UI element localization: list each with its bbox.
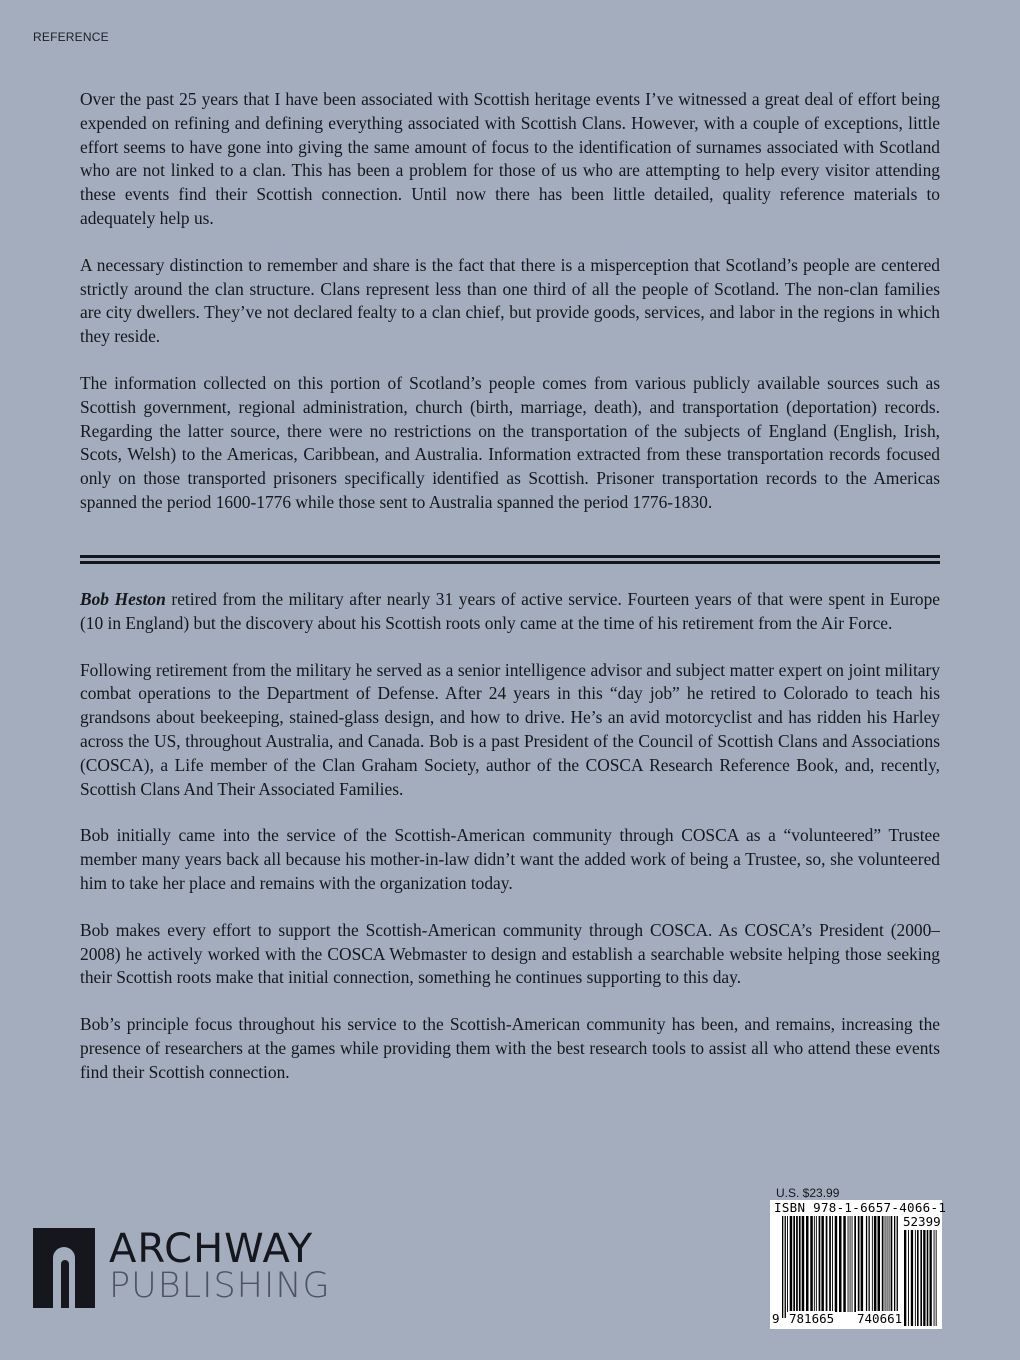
barcode-bar <box>874 1216 877 1312</box>
barcode-bar <box>882 1216 884 1312</box>
barcode-bar <box>848 1216 849 1312</box>
barcode-bar <box>869 1216 870 1318</box>
barcode-bar <box>897 1216 898 1318</box>
bio-intro-text: retired from the military after nearly 31 years of active service. Fourteen years of that were spent in Europe (10 in England) but the discovery about his Scottish roots only came at the time of his retirement from the Air Force. <box>80 589 940 633</box>
barcode-first-digit: 9 <box>772 1311 780 1326</box>
archway-arch-icon <box>33 1228 97 1308</box>
barcode-bar <box>790 1216 793 1312</box>
barcode-bar <box>878 1216 881 1312</box>
book-synopsis <box>80 88 940 515</box>
price-label: U.S. $23.99 <box>776 1186 840 1200</box>
barcode-bar <box>904 1230 906 1326</box>
bio-paragraph: Bob makes every effort to support the Scottish-American community through COSCA. As COSCA’s President (2000–2008) he actively worked with the COSCA Webmaster to design and establish a searchable website helping those seeking their Scottish roots make that initial connection, something he continues supporting to this day. <box>80 919 940 988</box>
barcode-bar <box>816 1216 817 1312</box>
bio-paragraph: Bob initially came into the service of the Scottish-American community through COSCA as a “volunteered” Trustee member many years back all because his mother-in-law didn’t want the added work of being a Trustee, so, she volunteered him to take her place and remains with the organization today. <box>80 825 940 893</box>
barcode-bar <box>858 1216 860 1312</box>
barcode-bar <box>785 1216 786 1318</box>
isbn-barcode <box>770 1200 947 1329</box>
barcode-bar <box>793 1216 795 1312</box>
publisher-logo <box>33 1228 353 1308</box>
isbn-text: ISBN 978-1-6657-4066-1 <box>774 1200 947 1215</box>
author-bio <box>80 588 940 1085</box>
barcode-bar <box>835 1216 838 1312</box>
barcode-bar <box>810 1216 813 1312</box>
barcode-bar <box>799 1216 801 1312</box>
category-label: REFERENCE <box>33 30 109 44</box>
publisher-name: ARCHWAY <box>109 1226 314 1272</box>
barcode-bar <box>832 1216 833 1312</box>
barcode-bar <box>826 1216 828 1312</box>
barcode-bar <box>908 1230 909 1326</box>
bio-paragraph <box>80 588 940 636</box>
barcode-bar <box>819 1216 821 1312</box>
barcode-bar <box>782 1216 783 1318</box>
barcode-bar <box>843 1216 846 1312</box>
barcode-bar <box>861 1216 864 1312</box>
author-name: Bob Heston <box>80 589 166 609</box>
barcode-bar <box>866 1216 867 1318</box>
barcode-bar <box>806 1216 809 1312</box>
barcode-bar <box>927 1230 929 1326</box>
barcode-bar <box>917 1230 919 1326</box>
barcode-addon-digits: 52399 <box>903 1214 941 1229</box>
barcode-bar <box>885 1216 886 1312</box>
barcode-bar <box>814 1216 815 1312</box>
barcode-bar <box>923 1230 925 1326</box>
barcode-bar <box>829 1216 831 1312</box>
barcode-bar <box>911 1230 913 1326</box>
barcode-bar <box>934 1230 935 1326</box>
barcode-bar <box>920 1230 922 1326</box>
bio-paragraph: Bob’s principle focus throughout his service to the Scottish-American community has been, and remains, increasing the presence of researchers at the games while providing them with the best research tools to assist all who attend these events find their Scottish connection. <box>80 1014 940 1082</box>
section-divider <box>80 555 940 564</box>
barcode-bar <box>889 1216 890 1312</box>
synopsis-paragraph: Over the past 25 years that I have been associated with Scottish heritage events I’ve witnessed a great deal of effort being expended on refining and defining everything associated with Scottish Clans. However, with a couple of exceptions, little effort seems to have gone into giving the same amount of focus to the identification of surnames associated with Scotland who are not linked to a clan. This has been a problem for those of us who are attempting to help every visitor attending these events find their Scottish connection. Until now there has been little detailed, quality reference materials to adequately help us. <box>80 89 940 228</box>
synopsis-paragraph: The information collected on this portion of Scotland’s people comes from various publicly available sources such as Scottish government, regional administration, church (birth, marriage, death), and transportation (deportation) records. Regarding the latter source, there were no restrictions on the transportation of the subjects of England (English, Irish, Scots, Welsh) to the Americas, Caribbean, and Australia. Information extracted from these transportation records focused only on those transported prisoners specifically identified as Scottish. Prisoner transportation records to the Americas spanned the period 1600-1776 while those sent to Australia spanned the period 1776-1830. <box>80 372 940 512</box>
barcode-bar <box>787 1216 788 1312</box>
barcode-bar <box>930 1230 932 1326</box>
barcode-bar <box>839 1216 842 1312</box>
barcode-bar <box>872 1216 873 1312</box>
barcode-bar <box>802 1216 805 1312</box>
barcode-bar <box>821 1216 824 1312</box>
barcode-bar <box>850 1216 851 1312</box>
barcode-bar <box>887 1216 888 1312</box>
synopsis-paragraph: A necessary distinction to remember and share is the fact that there is a misperception that Scotland’s people are centered strictly around the clan structure. Clans represent less than one third of all the people of Scotland. The non-clan families are city dwellers. They’ve not declared fealty to a clan chief, but provide goods, services, and labor in the regions in which they reside. <box>80 254 940 347</box>
barcode-right-digits: 740661 <box>857 1311 903 1326</box>
barcode-bar <box>854 1216 856 1312</box>
bio-paragraph: Following retirement from the military he served as a senior intelligence advisor and subject matter expert on joint military combat operations to the Department of Defense. After 24 years in this “day job” he retired to Colorado to teach his grandsons about beekeeping, stained-glass design, and how to drive. He’s an avid motorcyclist and has ridden his Harley across the US, throughout Australia, and Canada. Bob is a past President of the Council of Scottish Clans and Associations (COSCA), a Life member of the Clan Graham Society, author of the COSCA Research Reference Book, and, recently, Scottish Clans And Their Associated Families. <box>80 659 940 799</box>
barcode-left-digits: 781665 <box>789 1311 835 1326</box>
barcode-bar <box>891 1216 893 1312</box>
barcode-bar <box>936 1230 937 1326</box>
publisher-subname: PUBLISHING <box>109 1266 331 1306</box>
barcode-bar <box>915 1230 916 1326</box>
barcode-bar <box>852 1216 853 1312</box>
barcode-bar <box>894 1216 895 1318</box>
barcode-bar <box>796 1216 798 1312</box>
